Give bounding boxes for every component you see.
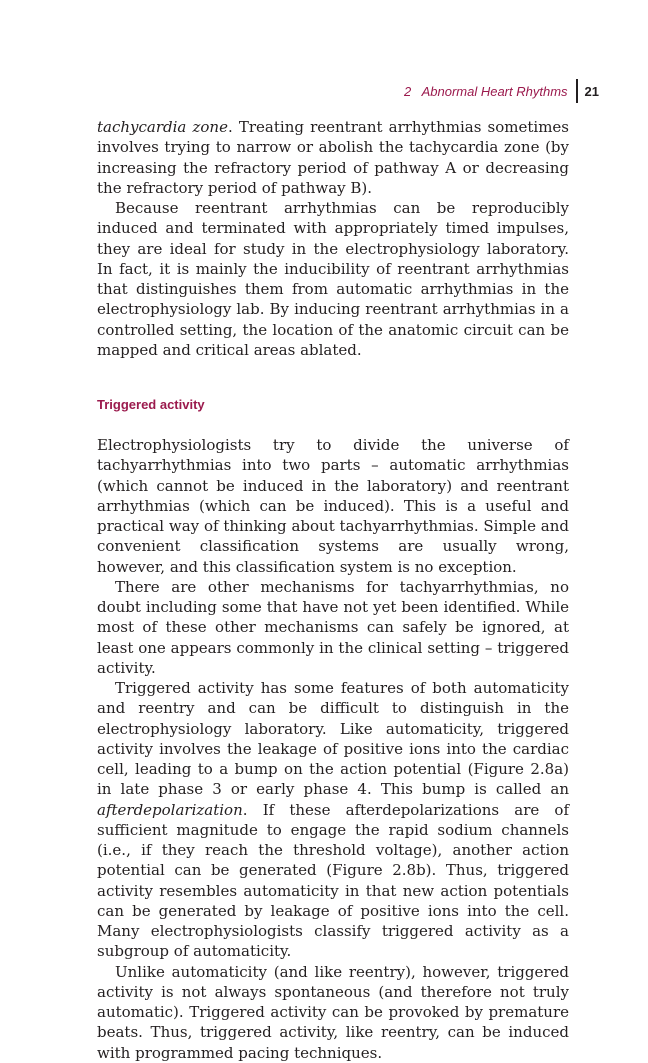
header-divider [576, 79, 578, 103]
running-head [404, 79, 599, 103]
paragraph-triggered-features [97, 678, 569, 962]
paragraph-text: Triggered activity has some features of both automaticity and reentry and can be difficult to distinguish in the electrophysiology laboratory. Like automaticity, triggered activity involves the leakage of positive ions into the cardiac cell, leading to a bump on the action potential (Figure 2.8a) in late phase 3 or early phase 4. This bump is called an [97, 679, 569, 799]
paragraph-continuation [97, 117, 569, 198]
section-heading: Triggered activity [97, 397, 205, 412]
paragraph-reentrant-induction: Because reentrant arrhythmias can be reproducibly induced and terminated with appropriately timed impulses, they are ideal for study in the electrophysiology laboratory. In fact, it is mainly the inducibility of reentrant arrhythmias that distinguishes them from automatic arrhythmias in the electrophysiology lab. By inducing reentrant arrhythmias in a controlled setting, the location of the anatomic circuit can be mapped and critical areas ablated. [97, 199, 569, 359]
spacer [97, 360, 569, 396]
italic-term-afterdepolarization: afterdepolarization [97, 800, 243, 819]
page-body [97, 117, 569, 1063]
paragraph-other-mechanisms: There are other mechanisms for tachyarrhythmias, no doubt including some that have not yet been identified. While most of these other mechanisms can safely be ignored, at least one appears commonly in the clinical setting – triggered activity. [97, 577, 569, 677]
running-chapter-title: 2 Abnormal Heart Rhythms [404, 83, 568, 99]
paragraph-text: . Treating reentrant arrhythmias sometimes involves trying to narrow or abolish the tachycardia zone (by increasing the refractory period of pathway A or decreasing the refractory period of pathway B). [97, 118, 569, 197]
page-number: 21 [584, 83, 599, 99]
italic-term-tachycardia-zone: tachycardia zone [97, 118, 228, 136]
paragraph-text: . If these afterdepolarizations are of sufficient magnitude to engage the rapid sodium channels (i.e., if they reach the threshold voltage), another action potential can be generated (Figure 2.8b). Thus, triggered activity resembles automaticity in that new action potentials can be generated by leakage of positive ions into the cell. Many electrophysiologists classify triggered activity as a subgroup of automaticity. [97, 800, 569, 961]
paragraph-classification: Electrophysiologists try to divide the universe of tachyarrhythmias into two parts – automatic arrhythmias (which cannot be induced in the laboratory) and reentrant arrhythmias (which can be induced). This is a useful and practical way of thinking about tachyarrhythmias. Simple and convenient classification systems are usually wrong, however, and this classification system is no exception. [97, 436, 569, 576]
paragraph-triggered-induction: Unlike automaticity (and like reentry), however, triggered activity is not always spontaneous (and therefore not truly automatic). Triggered activity can be provoked by premature beats. Thus, triggered activity, like reentry, can be induced with programmed pacing techniques. [97, 962, 569, 1062]
spacer [97, 414, 569, 435]
